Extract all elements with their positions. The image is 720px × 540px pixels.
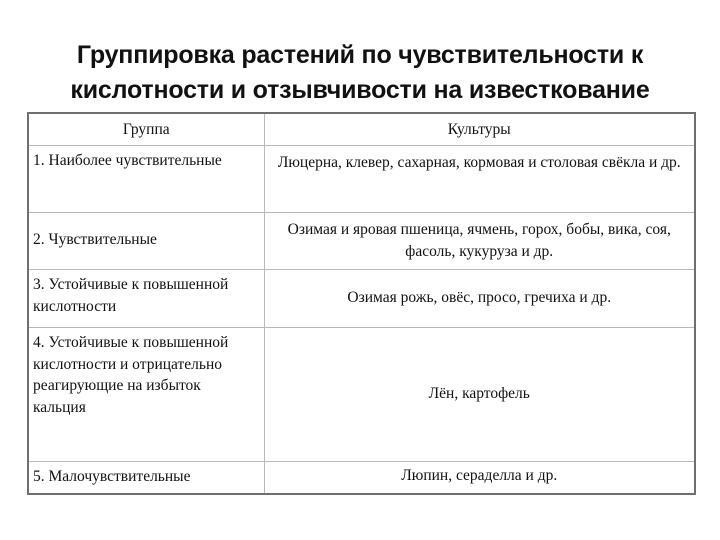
crops-cell: Люпин, сераделла и др. bbox=[264, 462, 695, 494]
group-cell: 3. Устойчивые к повышенной кислотности bbox=[28, 270, 264, 328]
table-row bbox=[28, 213, 695, 270]
group-cell: 5. Малочувствительные bbox=[28, 462, 264, 494]
group-cell: 1. Наиболее чувствительные bbox=[28, 146, 264, 213]
group-cell: 4. Устойчивые к повышенной кислотности и отрицательно реагирующие на избыток кальция bbox=[28, 328, 264, 462]
table-row bbox=[28, 462, 695, 494]
crops-cell: Люцерна, клевер, сахарная, кормовая и столовая свёкла и др. bbox=[264, 146, 695, 213]
title-line-2: кислотности и отзывчивости на известкование bbox=[70, 76, 650, 104]
header-group: Группа bbox=[28, 113, 264, 146]
crops-cell: Озимая рожь, овёс, просо, гречиха и др. bbox=[264, 270, 695, 328]
table-row bbox=[28, 328, 695, 462]
group-cell: 2. Чувствительные bbox=[28, 213, 264, 270]
table-row bbox=[28, 270, 695, 328]
table-row bbox=[28, 146, 695, 213]
crops-cell: Лён, картофель bbox=[264, 328, 695, 462]
title-line-1: Группировка растений по чувствительности к bbox=[76, 41, 644, 69]
crops-cell: Озимая и яровая пшеница, ячмень, горох, бобы, вика, соя, фасоль, кукуруза и др. bbox=[264, 213, 695, 270]
page-title bbox=[40, 38, 680, 108]
table-header-row bbox=[28, 113, 695, 146]
crop-group-table bbox=[27, 112, 696, 495]
header-crops: Культуры bbox=[264, 113, 695, 146]
